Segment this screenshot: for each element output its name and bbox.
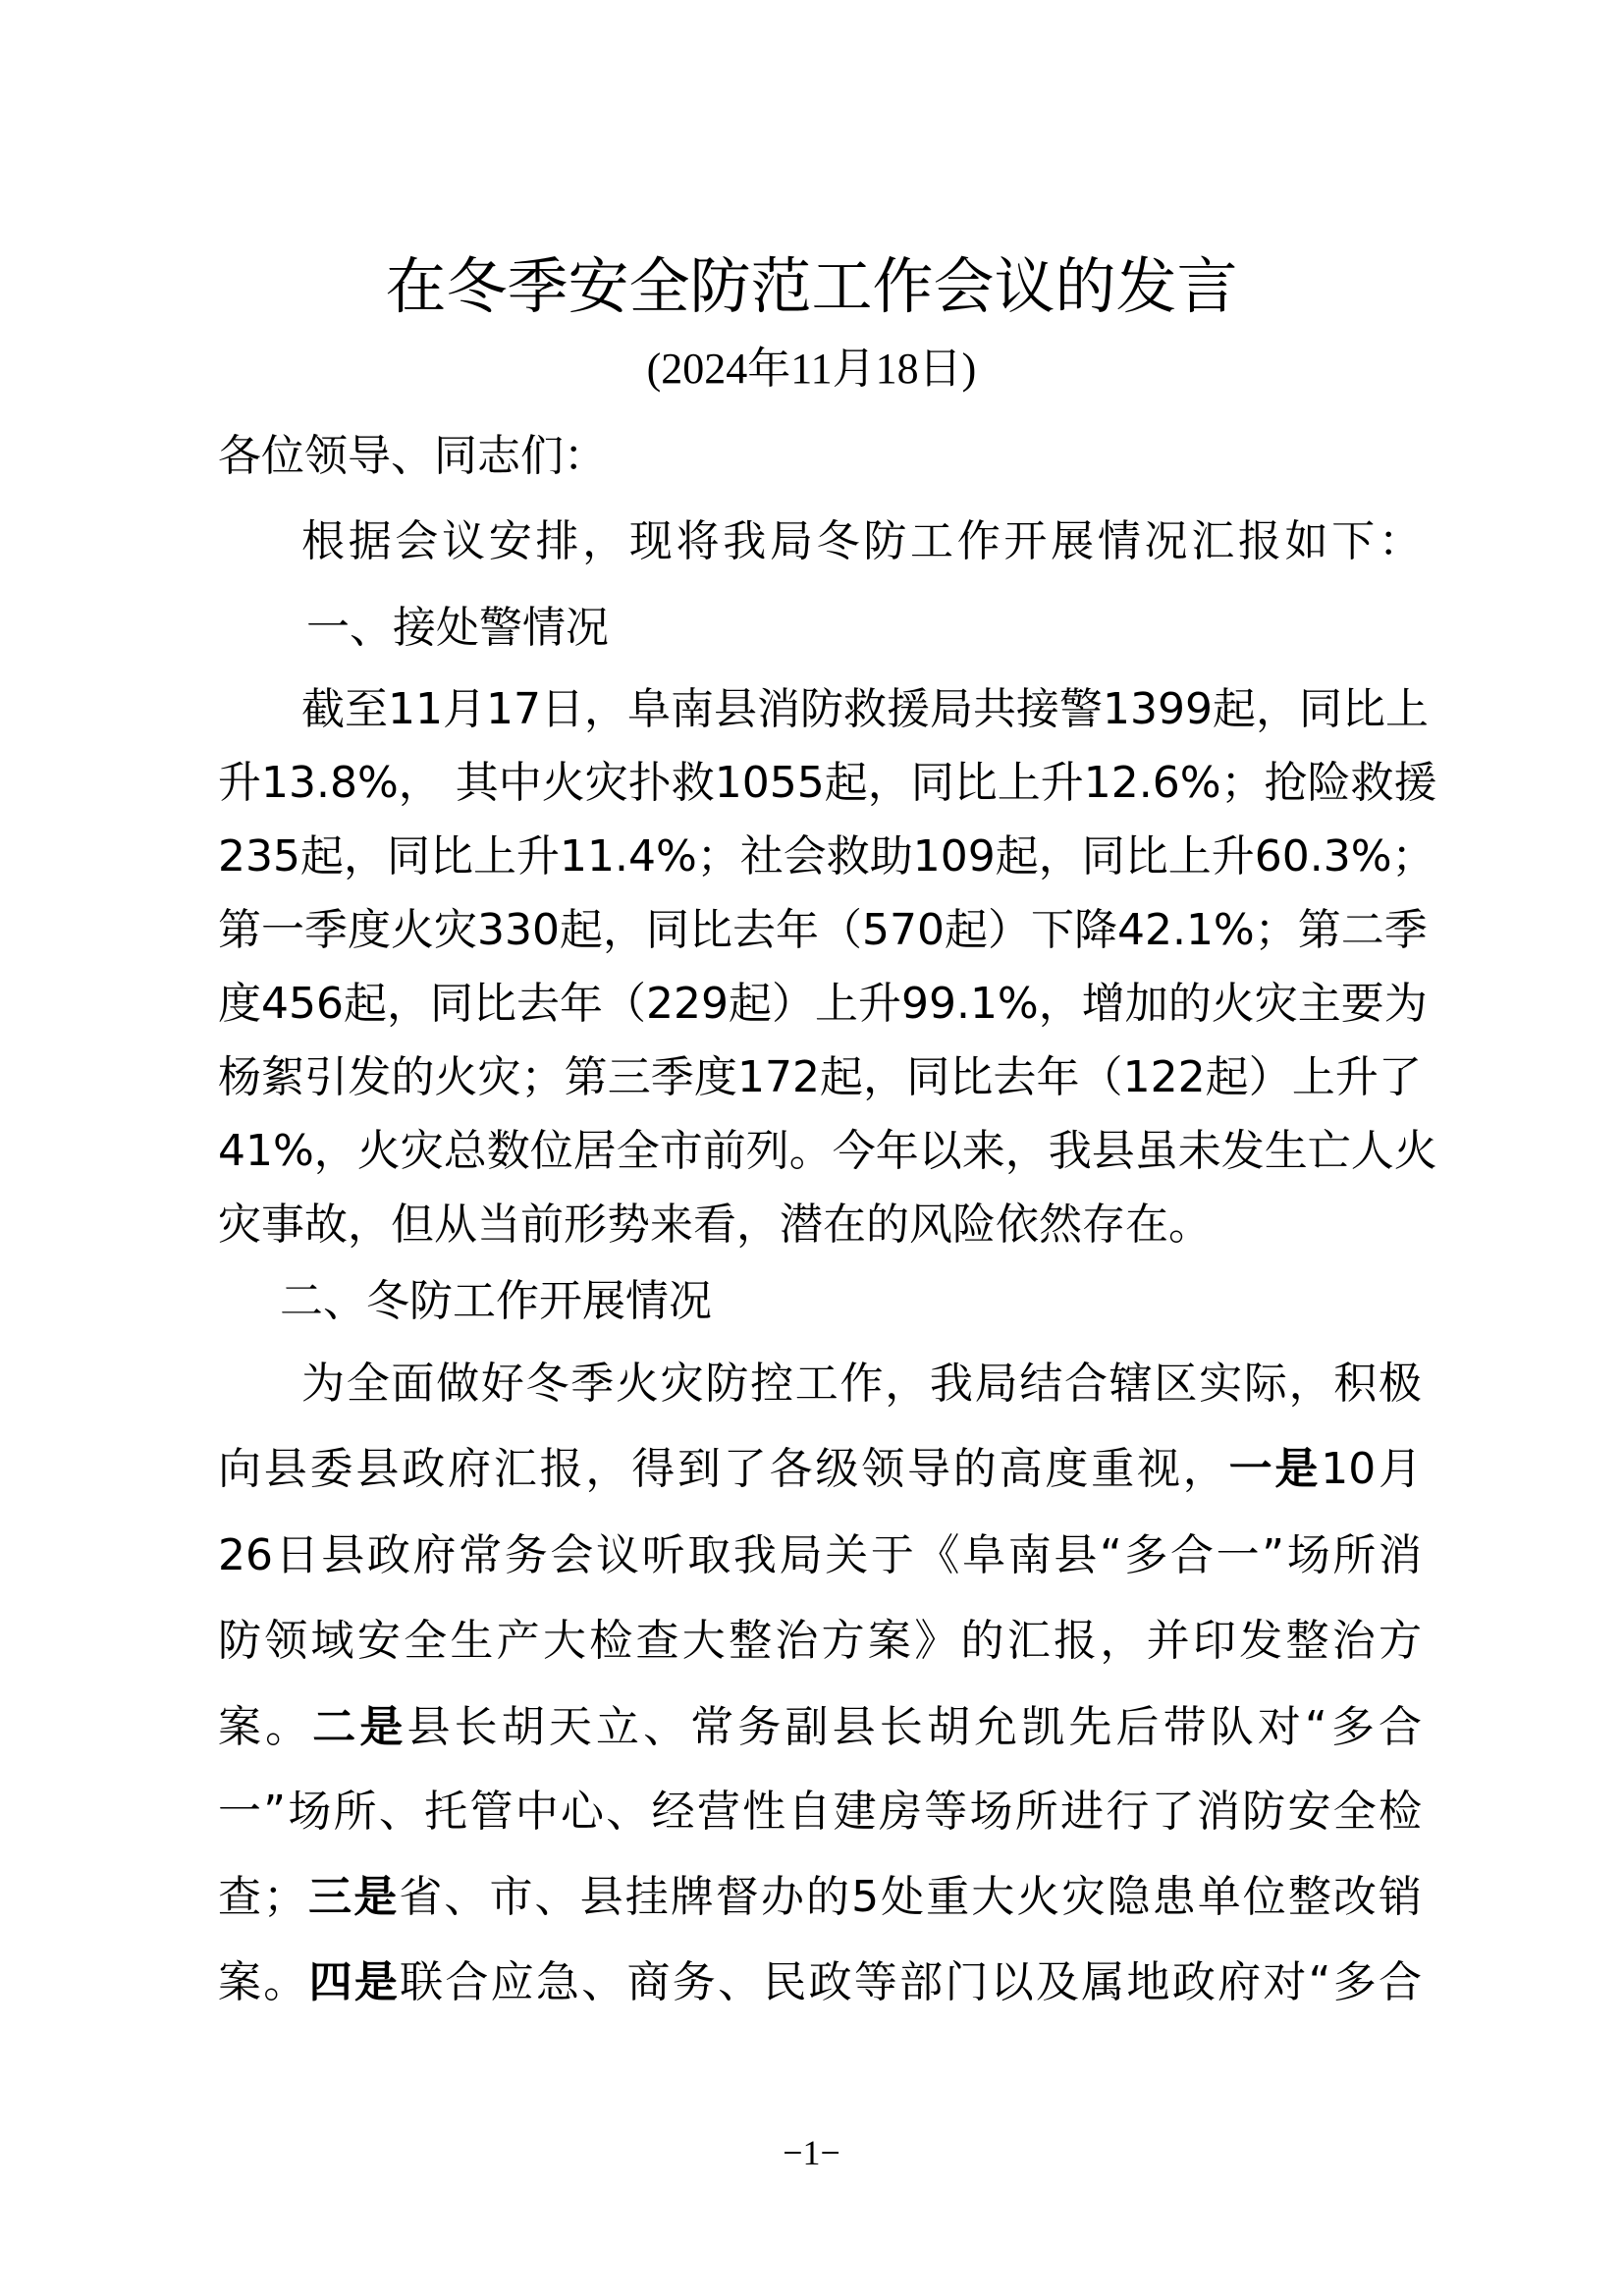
text-segment: 省、市、县挂牌督办的5处重大火灾隐患单位整改销 bbox=[399, 1872, 1422, 1922]
bold-marker: 二是 bbox=[312, 1702, 407, 1752]
text-segment: 10月 bbox=[1321, 1444, 1423, 1494]
text-segment: 各位领导、同志们： bbox=[218, 431, 607, 481]
text-segment: 41%，火灾总数位居全市前列。今年以来，我县虽未发生亡人火 bbox=[218, 1126, 1437, 1176]
section-heading bbox=[280, 1262, 712, 1341]
text-segment: 根据会议安排，现将我局冬防工作开展情况汇报如下： bbox=[301, 516, 1422, 566]
document-title: 在冬季安全防范工作会议的发言 bbox=[385, 250, 1238, 322]
text-segment: 235起，同比上升11.4%；社会救助109起，同比上升60.3%； bbox=[218, 831, 1435, 881]
paragraph-line bbox=[218, 1186, 1212, 1264]
paragraph-line bbox=[218, 1858, 1422, 1937]
paragraph-line bbox=[218, 818, 1435, 896]
salutation bbox=[218, 417, 607, 496]
paragraph-line bbox=[218, 1602, 1422, 1681]
document-date: (2024年11月18日) bbox=[646, 345, 977, 393]
text-segment: 联合应急、商务、民政等部门以及属地政府对“多合 bbox=[400, 1957, 1423, 2007]
paragraph-line bbox=[218, 965, 1428, 1043]
text-segment: 防领域安全生产大检查大整治方案》的汇报，并印发整治方 bbox=[218, 1616, 1422, 1666]
text-segment: 查； bbox=[218, 1872, 307, 1922]
text-segment: 度456起，同比去年（229起）上升99.1%，增加的火灾主要为 bbox=[218, 979, 1428, 1029]
text-segment: 第一季度火灾330起，同比去年（570起）下降42.1%；第二季 bbox=[218, 905, 1428, 955]
bold-marker: 三是 bbox=[306, 1872, 400, 1922]
paragraph-line bbox=[218, 1773, 1422, 1851]
paragraph-line bbox=[301, 503, 1422, 581]
text-segment: 为全面做好冬季火灾防控工作，我局结合辖区实际，积极 bbox=[301, 1359, 1422, 1409]
paragraph-line bbox=[218, 1944, 1422, 2022]
paragraph-line bbox=[218, 891, 1428, 970]
text-segment: 县长胡天立、常务副县长胡允凯先后带队对“多合 bbox=[406, 1702, 1423, 1752]
text-segment: 升13.8%， 其中火灾扑救1055起，同比上升12.6%；抢险救援 bbox=[218, 758, 1437, 808]
text-segment: 一”场所、托管中心、经营性自建房等场所进行了消防安全检 bbox=[218, 1787, 1422, 1837]
paragraph-line bbox=[218, 1688, 1422, 1767]
paragraph-line bbox=[301, 1345, 1422, 1423]
paragraph-line bbox=[218, 1112, 1437, 1191]
text-segment: 26日县政府常务会议听取我局关于《阜南县“多合一”场所消 bbox=[218, 1530, 1422, 1580]
section-heading bbox=[306, 589, 609, 667]
text-segment: 案。 bbox=[218, 1957, 309, 2007]
text-segment: 向县委县政府汇报，得到了各级领导的高度重视， bbox=[218, 1444, 1229, 1494]
paragraph-line bbox=[218, 744, 1437, 823]
bold-marker: 一是 bbox=[1228, 1444, 1322, 1494]
text-segment: 灾事故，但从当前形势来看，潜在的风险依然存在。 bbox=[218, 1200, 1212, 1250]
paragraph-line bbox=[301, 670, 1429, 749]
text-segment: 一、接处警情况 bbox=[306, 603, 609, 653]
paragraph-line bbox=[218, 1517, 1422, 1595]
paragraph-line bbox=[218, 1430, 1422, 1509]
paragraph-line bbox=[218, 1039, 1422, 1117]
text-segment: 截至11月17日，阜南县消防救援局共接警1399起，同比上 bbox=[301, 684, 1429, 734]
text-segment: 杨絮引发的火灾；第三季度172起，同比去年（122起）上升了 bbox=[218, 1052, 1422, 1102]
text-segment: 案。 bbox=[218, 1702, 313, 1752]
bold-marker: 四是 bbox=[308, 1957, 401, 2007]
page-number: −1− bbox=[783, 2133, 840, 2172]
text-segment: 二、冬防工作开展情况 bbox=[280, 1276, 712, 1326]
